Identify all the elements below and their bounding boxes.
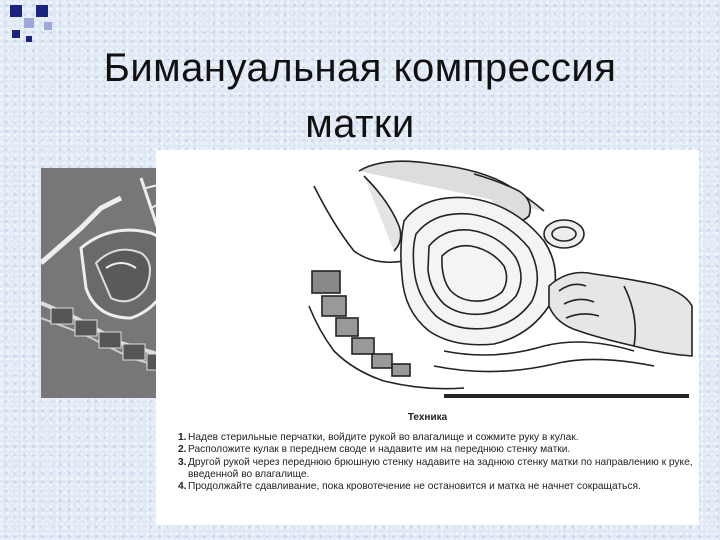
list-item: [178, 444, 693, 456]
step-number: 1.: [178, 432, 187, 443]
list-item: [178, 457, 693, 482]
step-number: 2.: [178, 444, 187, 456]
step-text: Продолжайте сдавливание, пока кровотечение не остановится и матка не начнет сокращаться.: [188, 481, 641, 493]
step-number: 4.: [178, 481, 187, 493]
bimanual-compression-drawing: [294, 156, 694, 406]
figure-panel: [156, 150, 699, 525]
slide-title: [60, 40, 660, 152]
list-item: [178, 481, 693, 493]
step-number: 3.: [178, 456, 187, 468]
step-text: Расположите кулак в переднем своде и надавите им на переднюю стенку матки.: [188, 444, 571, 456]
step-text: Надев стерильные перчатки, войдите рукой во влагалище и сожмите руку в кулак.: [188, 432, 579, 443]
list-item: [178, 432, 693, 444]
technique-title: Техника: [407, 412, 448, 423]
slide-title-line1: Бимануальная компрессия: [103, 46, 617, 90]
step-text: Другой рукой через переднюю брюшную стенку надавите на заднюю стенку матки по направлению к руке, введенной во влагалище.: [188, 456, 693, 480]
slide-title-line2: матки: [305, 102, 415, 146]
technique-steps: [178, 432, 693, 493]
